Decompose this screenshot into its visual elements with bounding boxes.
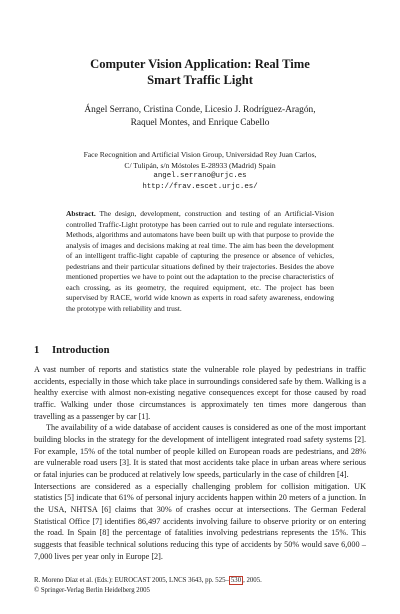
paragraph-2: The availability of a wide database of accident causes is considered as one of the most important building blocks in the strategy for the development of intelligent integrated road safety systems [2]. For example, 15% of the total number of people killed on European roads are pedestrians, and 28% are vulnerable road users [3]. It is stated that most accidents take place in urban areas where serious or fatal injuries can be produced at relatively low speeds, particularly in the case of children [4]. — [34, 423, 366, 479]
affiliation-block — [30, 150, 370, 192]
affiliation-line-2: C/ Tulipán, s/n Móstoles E-28933 (Madrid) Spain — [124, 160, 276, 170]
footer-citation — [34, 576, 366, 586]
authors-line-1: Ángel Serrano, Cristina Conde, Licesio J. Rodríguez-Aragón, — [84, 105, 316, 115]
abstract-label: Abstract. — [66, 209, 96, 218]
affiliation-line-1: Face Recognition and Artificial Vision Group, Universidad Rey Juan Carlos, — [83, 150, 317, 159]
paragraph-3: Intersections are considered as a especially challenging problem for collision mitigation. UK statistics [5] indicate that 61% of personal injury accidents happen within 20 meters of a junction. In the USA, NHTSA [6] claims that 30% of crashes occur at intersections. The German Federal Statistical Office [7] identifies 86,497 accidents involving failure to observe priority or on entering the road. In Spain [8] the percentage of fatalities involving pedestrians represents the 15%. This suggests that feasible technical solutions reducing this type of accidents by 50% would save 6,000 – 7,000 lives per year only in Europe [2]. — [34, 481, 366, 561]
paragraph-1: A vast number of reports and statistics state the vulnerable role played by pedestrians in traffic accidents, especially in those which take place in surroundings considered safe by them. Walking is a healthy exercise with almost non-existing negative consequences except for those caused by road traffic. Walking under those circumstances is approximately ten times more dangerous than travelling as a passenger by car [1]. — [34, 365, 366, 421]
title-line-2: Smart Traffic Light — [147, 73, 253, 87]
section-title: Introduction — [52, 345, 110, 356]
abstract — [66, 209, 334, 314]
abstract-text: The design, development, construction and testing of an Artificial-Vision controlled Traffic-Light prototype has been carried out to rule and regulate intersections. Methods, algorithms and automatons have been built up with that purpose to provide the analysis of images and decisions making at real time. The aim has been the development of an intelligent traffic-light capable of capturing the presence or absence of vehicles, pedestrians and their particular situations defined by their trajectories. Besides the above mentioned properties we have to point out the adaptation to the precise characteristics of each crossing, as its geometry, the required equipment, etc. The project has been supervised by RACE, world wide known as experts in road safety awareness, endowing the prototype with reliability and trust. — [66, 209, 334, 313]
author-email: angel.serrano@urjc.es — [153, 172, 247, 180]
page-footer — [34, 576, 366, 595]
body-text — [34, 364, 366, 562]
section-number: 1 — [34, 345, 40, 356]
footer-page-link[interactable]: 530 — [230, 577, 242, 584]
footer-copyright: © Springer-Verlag Berlin Heidelberg 2005 — [34, 586, 150, 594]
footer-citation-suffix: , 2005. — [243, 577, 262, 584]
paper-title — [40, 56, 360, 88]
section-heading — [34, 345, 110, 356]
author-list — [30, 104, 370, 130]
footer-citation-prefix: R. Moreno Díaz et al. (Eds.): EUROCAST 2005, LNCS 3643, pp. 525– — [34, 577, 229, 584]
title-line-1: Computer Vision Application: Real Time — [90, 57, 310, 71]
group-url: http://frav.escet.urjc.es/ — [142, 182, 258, 191]
authors-line-2: Raquel Montes, and Enrique Cabello — [130, 118, 270, 128]
